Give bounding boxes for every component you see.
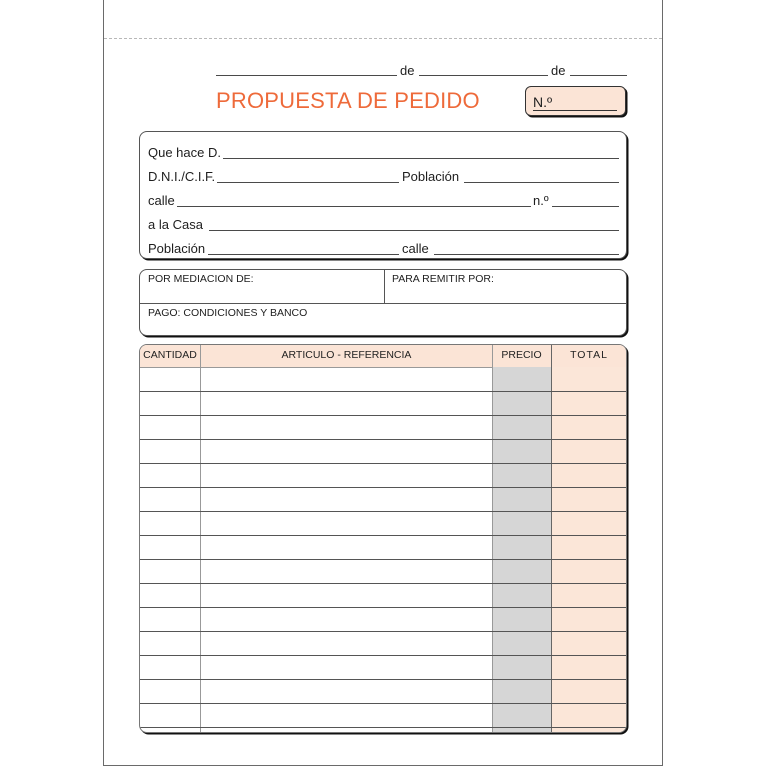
table-row[interactable] [140, 391, 626, 392]
numero-field[interactable] [552, 206, 619, 207]
remitir-label: PARA REMITIR POR: [392, 273, 494, 285]
col-divider-2 [492, 345, 493, 732]
col-divider-3 [551, 345, 552, 732]
calle2-field[interactable] [434, 254, 619, 255]
table-row[interactable] [140, 463, 626, 464]
terms-divider-horizontal [140, 303, 626, 304]
date-sep-2: de [551, 63, 566, 78]
table-row[interactable] [140, 703, 626, 704]
date-sep-1: de [400, 63, 415, 78]
table-header [140, 345, 626, 368]
calle-label: calle [148, 193, 175, 208]
poblacion2-field[interactable] [208, 254, 399, 255]
col-divider-1 [200, 345, 201, 732]
table-row[interactable] [140, 439, 626, 440]
table-row[interactable] [140, 535, 626, 536]
date-year-field[interactable] [570, 75, 627, 76]
form-title: PROPUESTA DE PEDIDO [216, 88, 480, 113]
order-number-box[interactable] [525, 86, 626, 116]
col-total: TOTAL [570, 349, 608, 361]
table-row[interactable] [140, 415, 626, 416]
items-table [139, 344, 627, 733]
table-row[interactable] [140, 559, 626, 560]
a-la-casa-label: a la Casa [148, 217, 203, 232]
poblacion-label: Población [402, 169, 460, 184]
dni-field[interactable] [217, 182, 399, 183]
table-row[interactable] [140, 655, 626, 656]
col-cantidad: CANTIDAD [143, 349, 197, 361]
terms-divider-vertical [384, 270, 385, 303]
date-month-field[interactable] [419, 75, 548, 76]
client-info-box [139, 131, 627, 259]
col-articulo: ARTICULO - REFERENCIA [281, 349, 412, 361]
que-hace-field[interactable] [223, 158, 619, 159]
dni-label: D.N.I./C.I.F. [148, 169, 216, 184]
terms-box [139, 269, 627, 336]
date-day-field[interactable] [216, 75, 397, 76]
pago-label: PAGO: CONDICIONES Y BANCO [148, 307, 308, 319]
que-hace-label: Que hace D. [148, 145, 221, 160]
perforation-line [104, 38, 662, 39]
col-precio: PRECIO [501, 349, 542, 361]
a-la-casa-field[interactable] [209, 230, 619, 231]
numero-label: n.º [533, 193, 549, 208]
order-number-label: N.º [533, 94, 553, 110]
order-number-underline [533, 110, 617, 111]
mediacion-label: POR MEDIACION DE: [148, 273, 254, 285]
table-row[interactable] [140, 631, 626, 632]
table-row[interactable] [140, 679, 626, 680]
calle-field[interactable] [177, 206, 531, 207]
poblacion-field[interactable] [464, 182, 619, 183]
table-row[interactable] [140, 607, 626, 608]
poblacion2-label: Población [148, 241, 206, 256]
total-column-fill [551, 367, 626, 732]
calle2-label: calle [402, 241, 429, 256]
table-row[interactable] [140, 727, 626, 728]
precio-column-fill [492, 367, 551, 732]
table-row[interactable] [140, 487, 626, 488]
table-row[interactable] [140, 583, 626, 584]
table-row[interactable] [140, 511, 626, 512]
